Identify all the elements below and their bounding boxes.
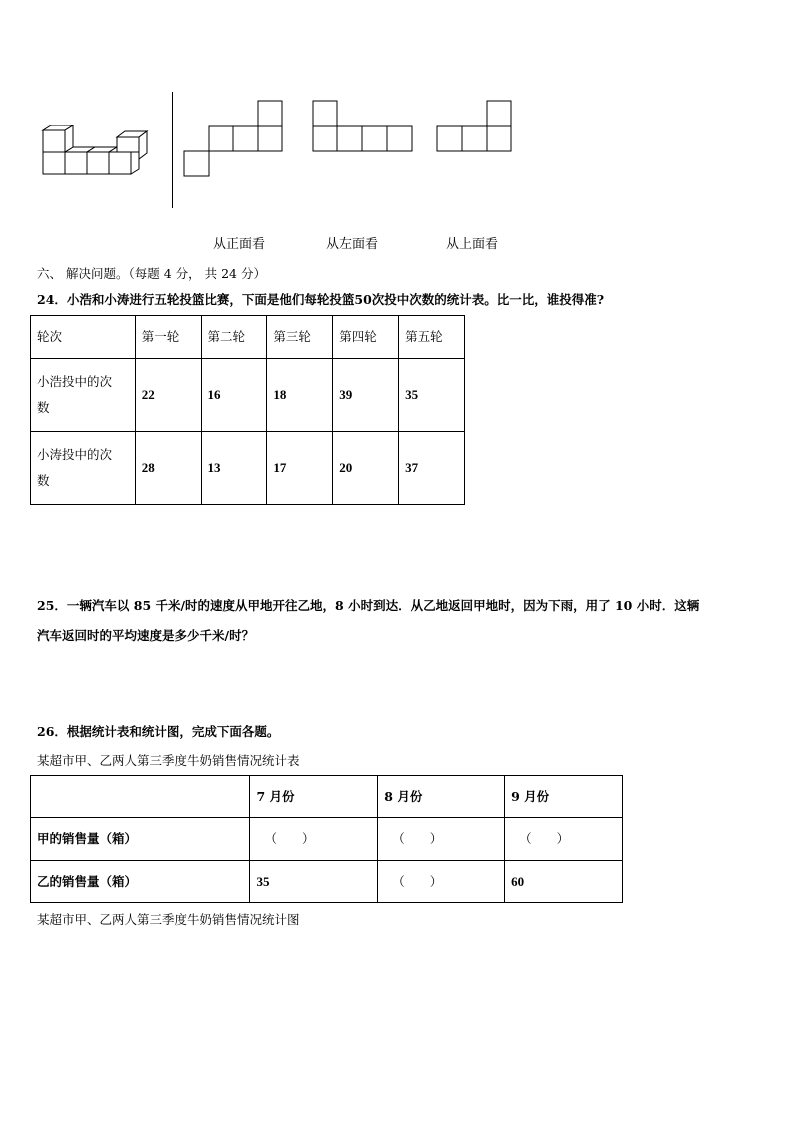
header-cell: 第一轮 (135, 316, 201, 359)
header-cell (31, 776, 250, 818)
answer-blank: （ ） (250, 818, 378, 861)
table-cell: 17 (267, 432, 333, 505)
header-cell: 轮次 (31, 316, 136, 359)
answer-blank: （ ） (505, 818, 623, 861)
row-label-line: 数 (37, 473, 50, 488)
top-view-figure (436, 100, 514, 154)
header-cell: 第四轮 (333, 316, 399, 359)
table-cell: 37 (399, 432, 465, 505)
front-view-label: 从正面看 (213, 237, 266, 252)
table-cell: 28 (135, 432, 201, 505)
table-cell: 39 (333, 359, 399, 432)
table-cell: 20 (333, 432, 399, 505)
header-cell: 第三轮 (267, 316, 333, 359)
header-cell: 7 月份 (250, 776, 378, 818)
table-cell: 35 (399, 359, 465, 432)
question-24-text: 24．小浩和小涛进行五轮投篮比赛，下面是他们每轮投篮50次投中次数的统计表。比一比，谁投得准? (37, 292, 605, 307)
header-cell: 第二轮 (201, 316, 267, 359)
table-header-row (31, 776, 623, 818)
table-title: 某超市甲、乙两人第三季度牛奶销售情况统计表 (37, 753, 300, 768)
question-25-line-2: 汽车返回时的平均速度是多少千米/时？ (37, 628, 255, 643)
row-label: 乙的销售量（箱） (31, 861, 250, 903)
table-cell: 60 (505, 861, 623, 903)
row-label: 甲的销售量（箱） (31, 818, 250, 861)
header-cell: 9 月份 (505, 776, 623, 818)
top-view-label: 从上面看 (446, 237, 499, 252)
table-cell: 22 (135, 359, 201, 432)
table-cell: 18 (267, 359, 333, 432)
milk-sales-table (30, 775, 623, 903)
row-label-line: 小浩投中的次 (37, 374, 113, 389)
row-label-line: 小涛投中的次 (37, 447, 113, 462)
chart-title: 某超市甲、乙两人第三季度牛奶销售情况统计图 (37, 912, 300, 927)
table-cell: 13 (201, 432, 267, 505)
basketball-score-table (30, 315, 465, 505)
header-cell: 8 月份 (378, 776, 505, 818)
answer-blank: （ ） (378, 861, 505, 903)
question-25-line-1: 25．一辆汽车以 85 千米/时的速度从甲地开往乙地，8 小时到达．从乙地返回甲地时，因为下雨，用了 10 小时．这辆 (37, 598, 700, 613)
table-row (31, 861, 623, 903)
table-header-row (31, 316, 465, 359)
row-label (31, 359, 136, 432)
front-view-figure (182, 100, 284, 178)
table-row (31, 818, 623, 861)
row-label (31, 432, 136, 505)
vertical-divider (172, 92, 173, 208)
left-view-label: 从左面看 (326, 237, 379, 252)
cube-solid-figure (38, 125, 158, 180)
answer-blank: （ ） (378, 818, 505, 861)
header-cell: 第五轮 (399, 316, 465, 359)
row-label-line: 数 (37, 400, 50, 415)
question-26-text: 26．根据统计表和统计图，完成下面各题。 (37, 724, 280, 739)
table-cell: 35 (250, 861, 378, 903)
left-view-figure (312, 100, 414, 154)
table-row (31, 359, 465, 432)
section-heading: 六、 解决问题。（每题 4 分， 共 24 分） (37, 266, 266, 281)
table-cell: 16 (201, 359, 267, 432)
table-row (31, 432, 465, 505)
